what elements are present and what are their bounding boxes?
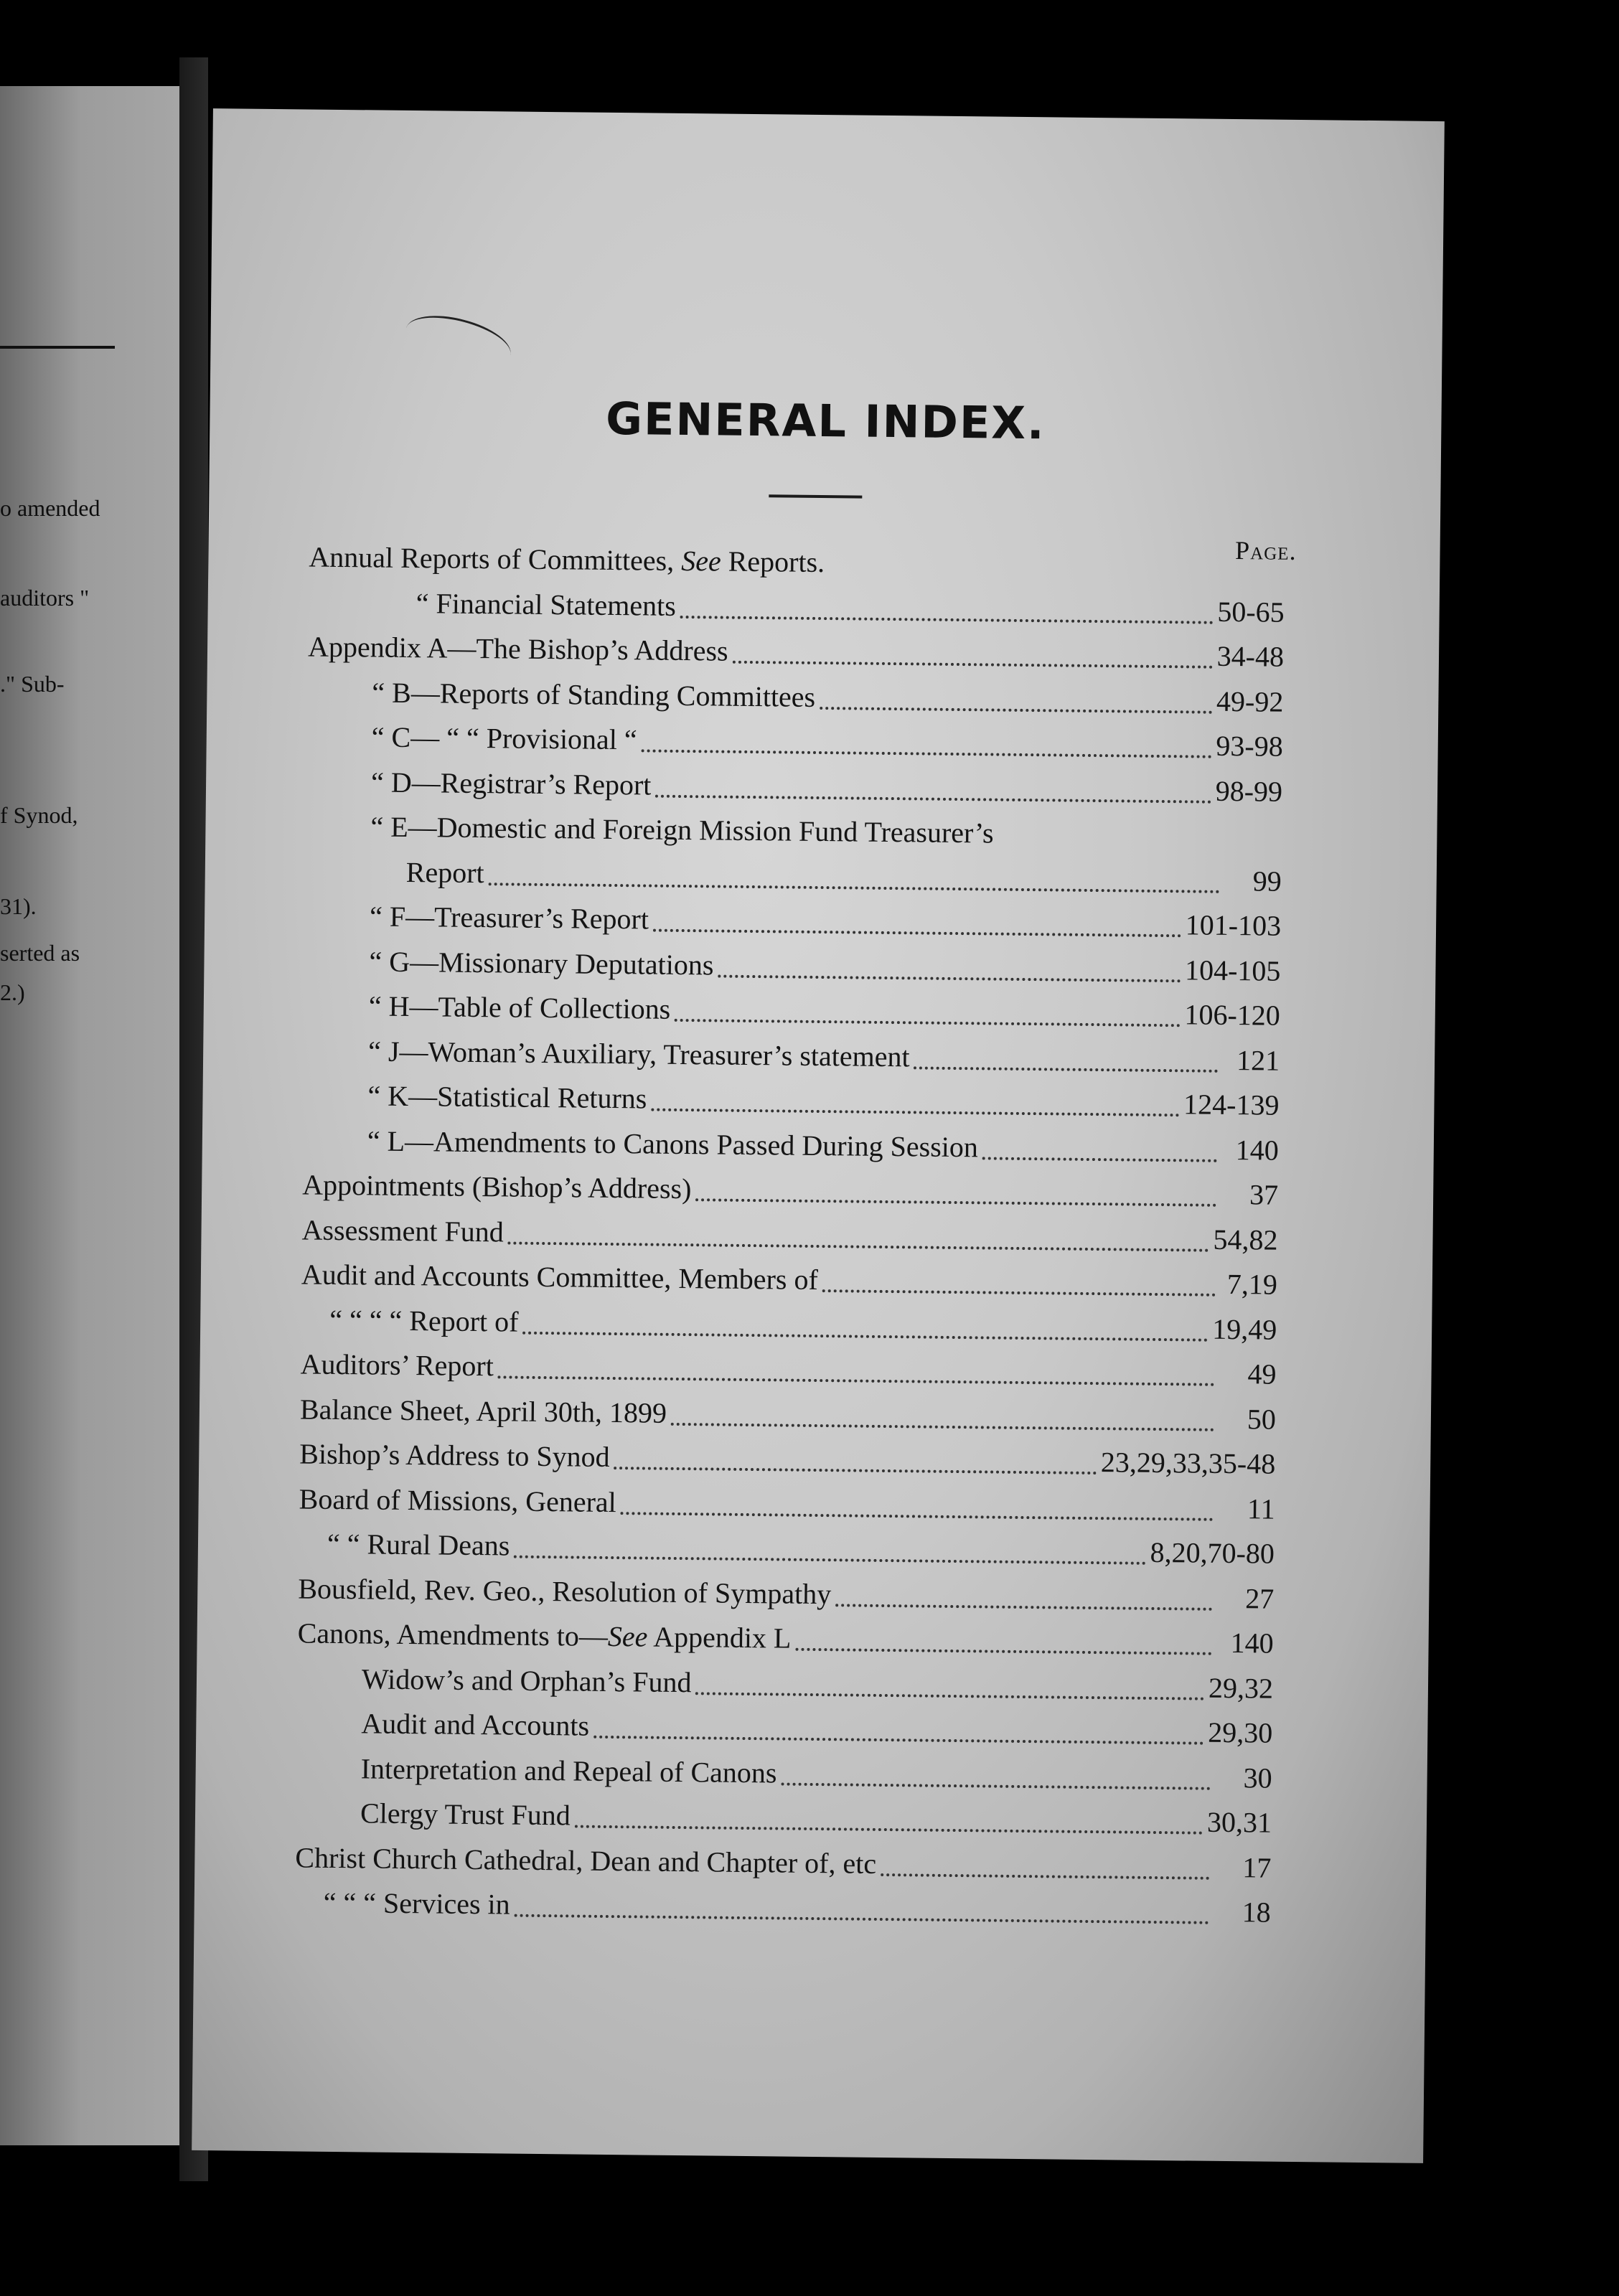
dot-leader [522,1331,1208,1341]
index-entry-text: “ Financial Statements [416,586,677,622]
index-entry-page: 34-48 [1216,639,1285,673]
dot-leader [835,1604,1212,1610]
index-entry-page: 23,29,33,35-48 [1100,1446,1276,1480]
index-entry-text: “ C— “ “ Provisional “ [371,720,637,756]
index-entry-page: 19,49 [1211,1312,1277,1346]
dot-leader [982,1157,1217,1162]
index-entry-text: Appendix A—The Bishop’s Address [307,630,728,667]
index-entry-text: “ D—Registrar’s Report [370,765,652,801]
dot-leader [718,974,1181,982]
facing-page-fragment: 2.) [0,979,25,1005]
index-entry-page: 121 [1236,1043,1280,1077]
index-entry-page: 27 [1245,1581,1275,1615]
dot-leader [489,883,1220,893]
index-entry-page: 50 [1247,1402,1277,1436]
index-entry-page: 49-92 [1216,684,1284,718]
index-entry-text: Widow’s and Orphan’s Fund [361,1662,692,1698]
index-entry-text: Assessment Fund [301,1213,504,1248]
dot-leader [695,1692,1204,1700]
index-entry-text: “ L—Amendments to Canons Passed During Session [367,1124,979,1163]
dot-leader [508,1241,1209,1251]
dot-leader [651,1109,1179,1117]
index-entry-page: 7,19 [1226,1267,1278,1301]
index-entry-page: 49 [1247,1358,1277,1391]
index-entry-page: 18 [1242,1896,1271,1929]
index-entry-page: 104-105 [1184,953,1281,987]
facing-page [0,86,179,2145]
index-entry-text: “ H—Table of Collections [368,989,671,1025]
index-entry-text: Clergy Trust Fund [360,1797,571,1832]
index-entry-text: Report [405,855,484,889]
index-entry-text: “ “ “ “ Report of [329,1303,519,1338]
dot-leader [732,661,1212,669]
index-entry-text: Bishop’s Address to Synod [299,1437,610,1473]
index-entry-page: 37 [1249,1178,1279,1211]
index-entry-text: “ G—Missionary Deputations [369,944,714,981]
dot-leader [655,794,1211,803]
index-entry-page [1227,576,1285,577]
facing-page-fragment: f Synod, [0,802,78,828]
index-entry-page: 8,20,70-80 [1150,1535,1275,1570]
index-entry-text [297,1616,791,1655]
dot-leader [881,1873,1209,1880]
index-entry-text: Board of Missions, General [299,1482,617,1518]
index-entry-text-part: See [607,1619,648,1653]
dot-leader [514,1556,1145,1565]
index-entry-text: Interpretation and Repeal of Canons [360,1751,777,1789]
dot-leader [498,1376,1215,1386]
dot-leader [514,1914,1209,1924]
index-entry-text: Auditors’ Report [300,1347,494,1383]
facing-page-fragment: auditors " [0,585,90,611]
dot-leader [593,1736,1203,1745]
title-rule [769,494,862,498]
index-entry-text: “ B—Reports of Standing Committees [372,675,816,713]
index-page [192,108,1445,2163]
index-entry-page [1224,845,1282,846]
index-entry-text: Bousfield, Rev. Geo., Resolution of Sympathy [298,1571,832,1610]
index-entry [294,1885,1271,1940]
index-entry-page: 124-139 [1183,1088,1280,1121]
index-entry-page: 30 [1243,1761,1272,1794]
index-entry-page: 101-103 [1185,908,1282,942]
page-title: GENERAL INDEX. [605,392,1046,450]
index-entry-page: 17 [1242,1850,1272,1884]
facing-page-rule [0,346,115,349]
index-entry-page: 99 [1252,864,1282,898]
index-entries [294,540,1285,1941]
index-entry-text-part: Canons, Amendments to— [297,1617,609,1652]
dot-leader [621,1512,1214,1521]
dot-leader [653,929,1181,938]
dot-leader [680,616,1214,624]
dot-leader [829,573,1223,578]
dot-leader [781,1782,1210,1789]
index-entry-text: Balance Sheet, April 30th, 1899 [299,1392,667,1429]
dot-leader [998,844,1220,847]
index-entry-text: “ “ Rural Deans [327,1527,510,1562]
index-entry-text-part: Appendix L [647,1620,792,1655]
index-entry-text: “ J—Woman’s Auxiliary, Treasurer’s statement [367,1034,910,1073]
index-entry-text: Christ Church Cathedral, Dean and Chapter of, etc [295,1840,877,1880]
page-column-heading: Page. [1234,536,1297,565]
dot-leader [671,1423,1214,1431]
index-entry-text: Audit and Accounts Committee, Members of [301,1258,819,1297]
dot-leader [914,1066,1218,1072]
index-entry-page: 29,32 [1208,1671,1274,1705]
index-entry-page: 11 [1247,1492,1275,1525]
index-entry-page: 29,30 [1208,1716,1273,1749]
facing-page-fragment: o amended [0,495,100,521]
dot-leader [822,1289,1216,1297]
index-entry-page: 98-99 [1215,774,1283,808]
pencil-mark [400,306,516,377]
index-entry-text: “ “ “ Services in [323,1886,510,1921]
index-entry-text [309,540,825,580]
index-entry-text: Appointments (Bishop’s Address) [302,1168,692,1205]
dot-leader [820,707,1212,714]
index-entry-page: 30,31 [1206,1805,1272,1839]
dot-leader [695,1198,1216,1207]
index-entry-text: “ K—Statistical Returns [367,1079,647,1115]
dot-leader [614,1467,1096,1474]
index-entry-text-part: Reports. [721,545,825,579]
index-entry-text: “ E—Domestic and Foreign Mission Fund Treasurer’s [370,810,994,850]
facing-page-fragment: ." Sub- [0,671,65,697]
index-entry-text-part: See [680,544,721,578]
index-entry-text-part: Annual Reports of Committees, [309,540,682,577]
index-entry-page: 106-120 [1184,998,1281,1032]
dot-leader [675,1019,1180,1027]
index-entry-page: 140 [1235,1133,1280,1167]
dot-leader [575,1825,1203,1835]
facing-page-fragment: 31). [0,893,37,919]
index-entry-page: 54,82 [1213,1223,1278,1256]
dot-leader [642,750,1212,758]
index-entry-page: 93-98 [1216,729,1283,763]
index-entry-text: “ F—Treasurer’s Report [369,900,649,936]
dot-leader [795,1648,1211,1655]
index-entry-page: 140 [1230,1627,1274,1660]
index-entry-text: Audit and Accounts [361,1707,590,1742]
index-entry-page: 50-65 [1217,595,1285,629]
facing-page-fragment: serted as [0,940,80,966]
